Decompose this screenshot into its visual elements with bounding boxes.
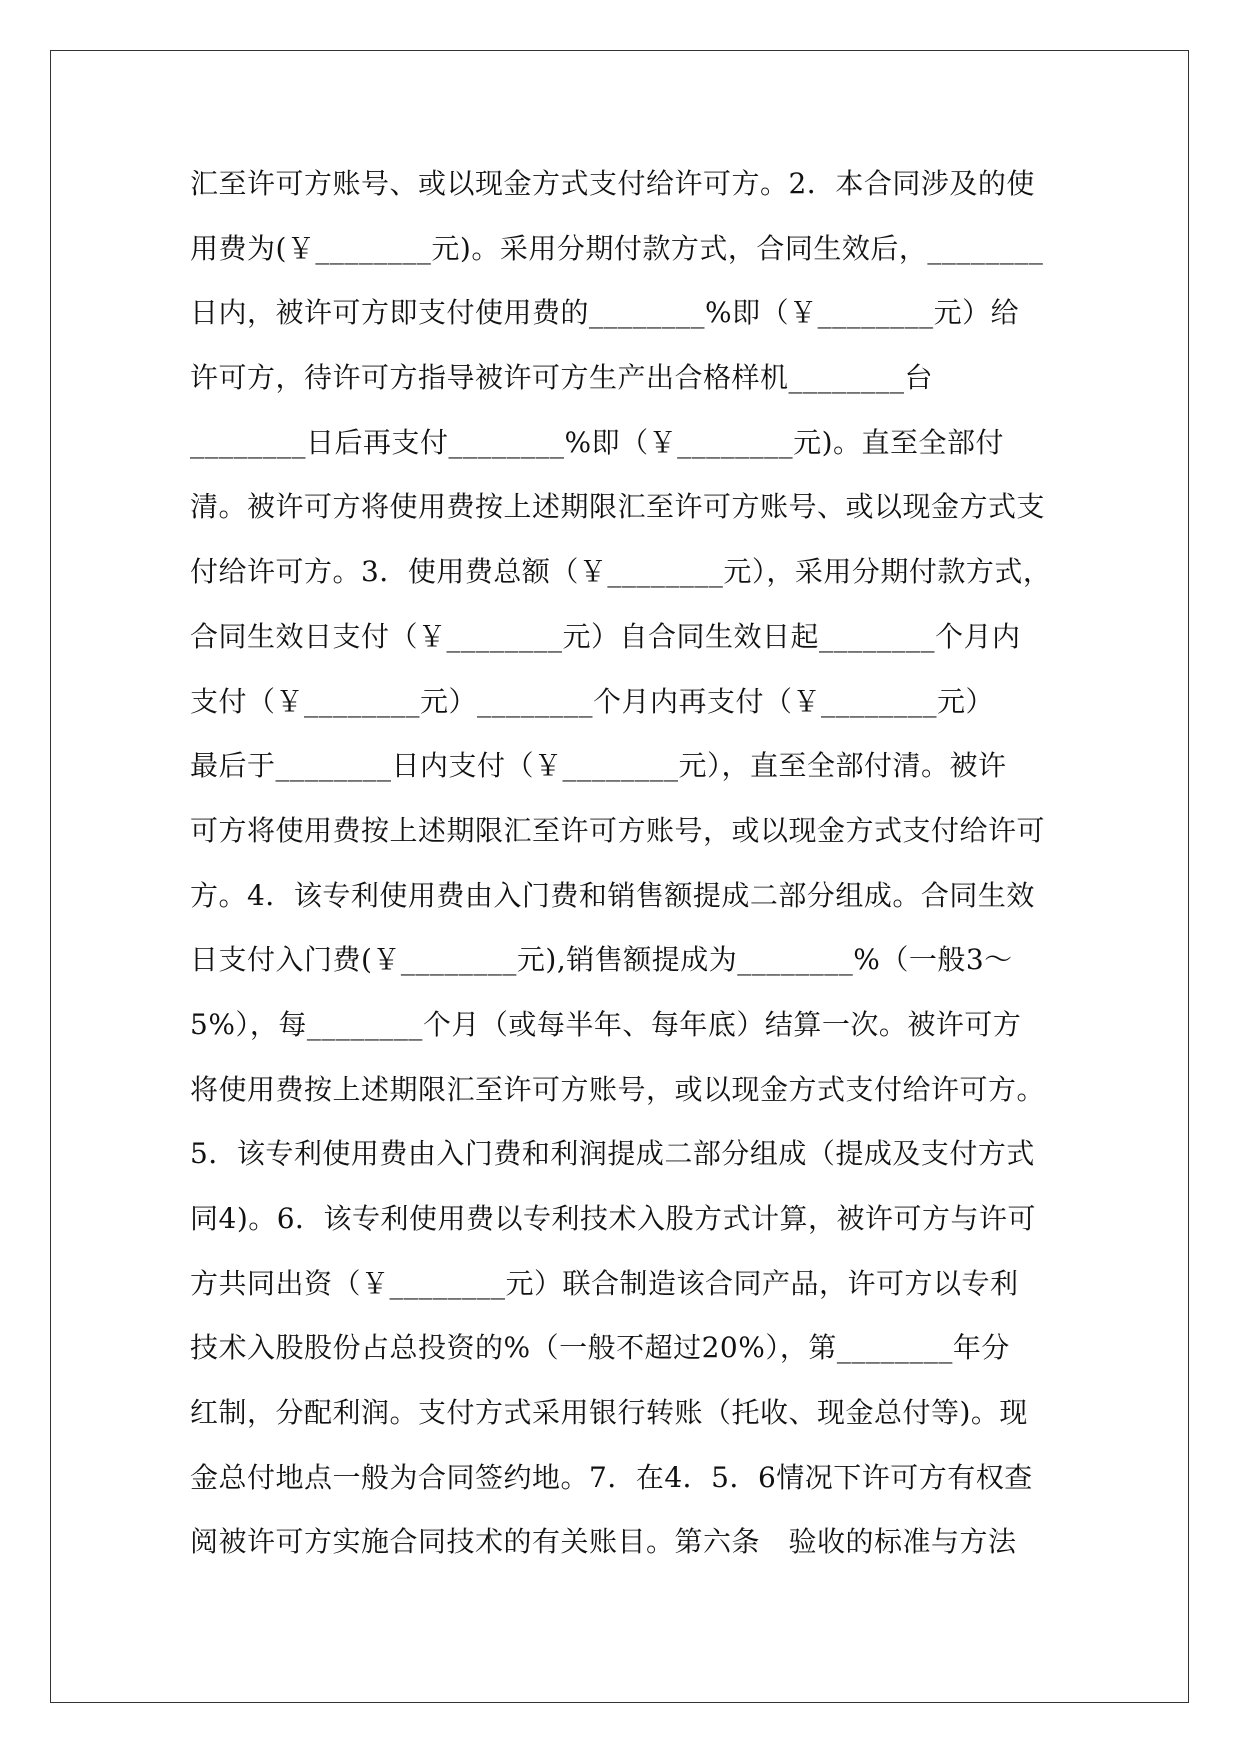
text-line: 许可方，待许可方指导被许可方生产出合格样机________台 [190, 361, 934, 395]
text-line: 5．该专利使用费由入门费和利润提成二部分组成（提成及支付方式 [190, 1137, 1035, 1171]
text-line: 合同生效日支付（￥________元）自合同生效日起________个月内 [190, 619, 1021, 653]
text-line: ________日后再支付________%即（￥________元)。直至全部付 [190, 425, 1005, 459]
text-line: 日支付入门费(￥________元),销售额提成为________%（一般3～ [190, 943, 1013, 977]
text-line: 用费为(￥________元)。采用分期付款方式，合同生效后，________ [190, 231, 1044, 265]
text-line: 技术入股股份占总投资的%（一般不超过20%），第________年分 [190, 1331, 1010, 1365]
text-line: 将使用费按上述期限汇至许可方账号，或以现金方式支付给许可方。 [190, 1072, 1046, 1106]
text-line: 5%），每________个月（或每半年、每年底）结算一次。被许可方 [190, 1007, 1022, 1041]
text-line: 付给许可方。3．使用费总额（￥________元），采用分期付款方式， [190, 555, 1052, 589]
text-line: 方共同出资（￥________元）联合制造该合同产品，许可方以专利 [190, 1266, 1019, 1300]
text-line: 清。被许可方将使用费按上述期限汇至许可方账号、或以现金方式支 [190, 490, 1046, 524]
text-line: 可方将使用费按上述期限汇至许可方账号，或以现金方式支付给许可 [190, 813, 1046, 847]
text-line: 金总付地点一般为合同签约地。7．在4．5．6情况下许可方有权查 [190, 1460, 1033, 1494]
text-line: 支付（￥________元）________个月内再支付（￥________元） [190, 684, 995, 718]
text-line: 红制，分配利润。支付方式采用银行转账（托收、现金总付等)。现 [190, 1396, 1028, 1430]
text-line: 阅被许可方实施合同技术的有关账目。第六条 验收的标准与方法 [190, 1525, 1017, 1559]
text-line: 同4)。6．该专利使用费以专利技术入股方式计算，被许可方与许可 [190, 1202, 1037, 1235]
text-line: 方。4．该专利使用费由入门费和销售额提成二部分组成。合同生效 [190, 878, 1035, 912]
text-line: 日内，被许可方即支付使用费的________%即（￥________元）给 [190, 296, 1020, 330]
text-line: 汇至许可方账号、或以现金方式支付给许可方。2．本合同涉及的使 [190, 167, 1035, 200]
document-body [190, 160, 1070, 1583]
text-line: 最后于________日内支付（￥________元），直至全部付清。被许 [190, 749, 1007, 783]
